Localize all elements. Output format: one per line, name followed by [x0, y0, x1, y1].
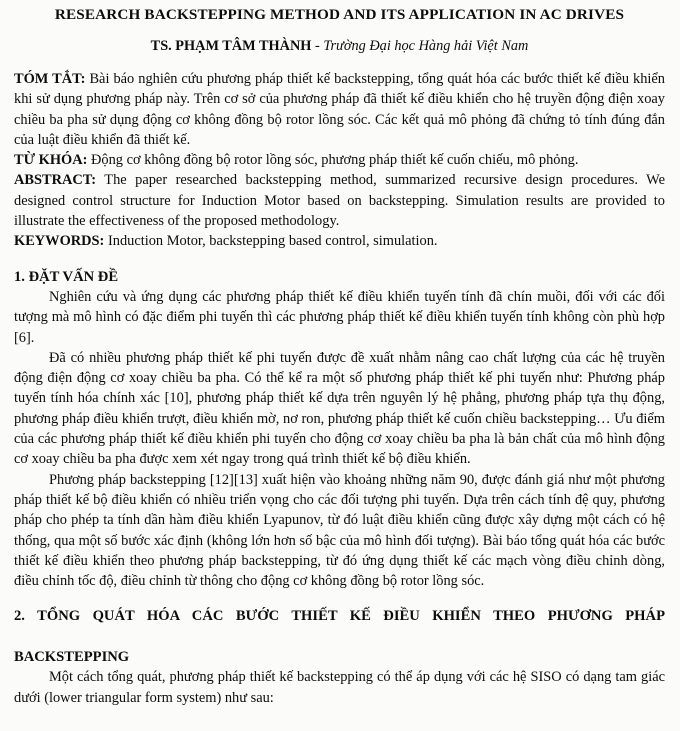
abstract-vi-paragraph [14, 69, 665, 150]
author-affiliation: Trường Đại học Hàng hải Việt Nam [323, 38, 529, 55]
section-1 [14, 267, 665, 592]
abstract-en-label: ABSTRACT: [14, 172, 97, 189]
section-2-heading-line-1: 2. TỔNG QUÁT HÓA CÁC BƯỚC THIẾT KẾ ĐIỀU KHIỂN THEO PHƯƠNG PHÁP [14, 608, 665, 625]
section-2-heading-line-2: BACKSTEPPING [14, 649, 130, 666]
keywords-en-label: KEYWORDS: [14, 233, 105, 250]
abstract-block [14, 69, 665, 252]
abstract-vi-label: TÓM TẮT: [14, 71, 86, 87]
section-2-paragraph-1: Một cách tổng quát, phương pháp thiết kế backstepping có thể áp dụng với các hệ SISO có dạng tam giác dưới (lower triangular form system) như sau: [14, 669, 665, 706]
section-2 [14, 606, 665, 707]
author-separator: - [311, 38, 324, 55]
section-1-paragraph-3: Phương pháp backstepping [12][13] xuất hiện vào khoảng những năm 90, được đánh giá như một phương pháp thiết kế bộ điều khiển có nhiều triển vọng cho các đối tượng phi tuyến. Dựa trên cách tính đệ quy, phương pháp cho phép ta tính dần hàm điều khiển Lyapunov, từ đó luật điều khiển cũng được xây dựng một cách có hệ thống, qua một số bước xác định (không lớn hơn số bậc của mô hình đối tượng). Bài báo tổng quát hóa các bước thiết kế điều khiển theo phương pháp backstepping, từ đó ứng dụng thiết kế các mạch vòng điều chỉnh dòng, điều chỉnh tốc độ, điều chỉnh từ thông cho động cơ không đồng bộ rotor lồng sóc. [14, 471, 665, 590]
section-1-paragraph-2: Đã có nhiều phương pháp thiết kế phi tuyến được đề xuất nhằm nâng cao chất lượng của các hệ truyền động điện động cơ xoay chiều ba pha. Có thể kể ra một số phương pháp thiết kế phi tuyến như: Phương pháp tuyến tính hóa chính xác [10], phương pháp thiết kế dựa trên nguyên lý hệ phẳng, phương pháp tựa thụ động, phương pháp điều khiển trượt, điều khiển mờ, nơ ron, phương pháp thiết kế cuốn chiều backstepping… Ưu điểm của các phương pháp thiết kế điều khiển phi tuyến cho động cơ xoay chiều ba pha là bản chất của mô hình động cơ xoay chiều ba pha được xem xét ngay trong quá trình thiết kế bộ điều khiển. [14, 349, 665, 468]
author-line [14, 38, 665, 56]
section-1-heading: 1. ĐẶT VẤN ĐỀ [14, 268, 119, 285]
keywords-en-paragraph [14, 231, 665, 251]
abstract-en-text: The paper researched backstepping method, summarized recursive design procedures. We designed control structure for Induction Motor based on backstepping. Simulation results are provided to illustrate the effectiveness of the proposed methodology. [14, 172, 665, 230]
abstract-en-paragraph [14, 170, 665, 231]
keywords-en-text: Induction Motor, backstepping based control, simulation. [104, 233, 438, 250]
document-page [0, 5, 680, 731]
page-title: RESEARCH BACKSTEPPING METHOD AND ITS APPLICATION IN AC DRIVES [54, 6, 625, 23]
section-1-paragraph-1: Nghiên cứu và ứng dụng các phương pháp thiết kế điều khiển tuyến tính đã chín muồi, đối với các đối tượng mà mô hình có đặc điểm phi tuyến thì các phương pháp thiết kế điều khiển tuyến tính không còn phù hợp [6]. [14, 288, 665, 346]
author-name: TS. PHẠM TÂM THÀNH [150, 38, 312, 55]
abstract-vi-text: Bài báo nghiên cứu phương pháp thiết kế backstepping, tổng quát hóa các bước thiết kế điều khiển khi sử dụng phương pháp này. Trên cơ sở của phương pháp đã thiết kế điều khiển cho hệ truyền động điện xoay chiều ba pha sử dụng động cơ không đồng bộ rotor lồng sóc. Các kết quả mô phỏng đã chứng tỏ tính đúng đắn của luật điều khiển đã thiết kế. [14, 71, 666, 148]
keywords-vi-label: TỪ KHÓA: [14, 152, 88, 169]
keywords-vi-paragraph [14, 150, 665, 170]
keywords-vi-text: Động cơ không đồng bộ rotor lồng sóc, phương pháp thiết kế cuốn chiếu, mô phỏng. [87, 152, 579, 169]
